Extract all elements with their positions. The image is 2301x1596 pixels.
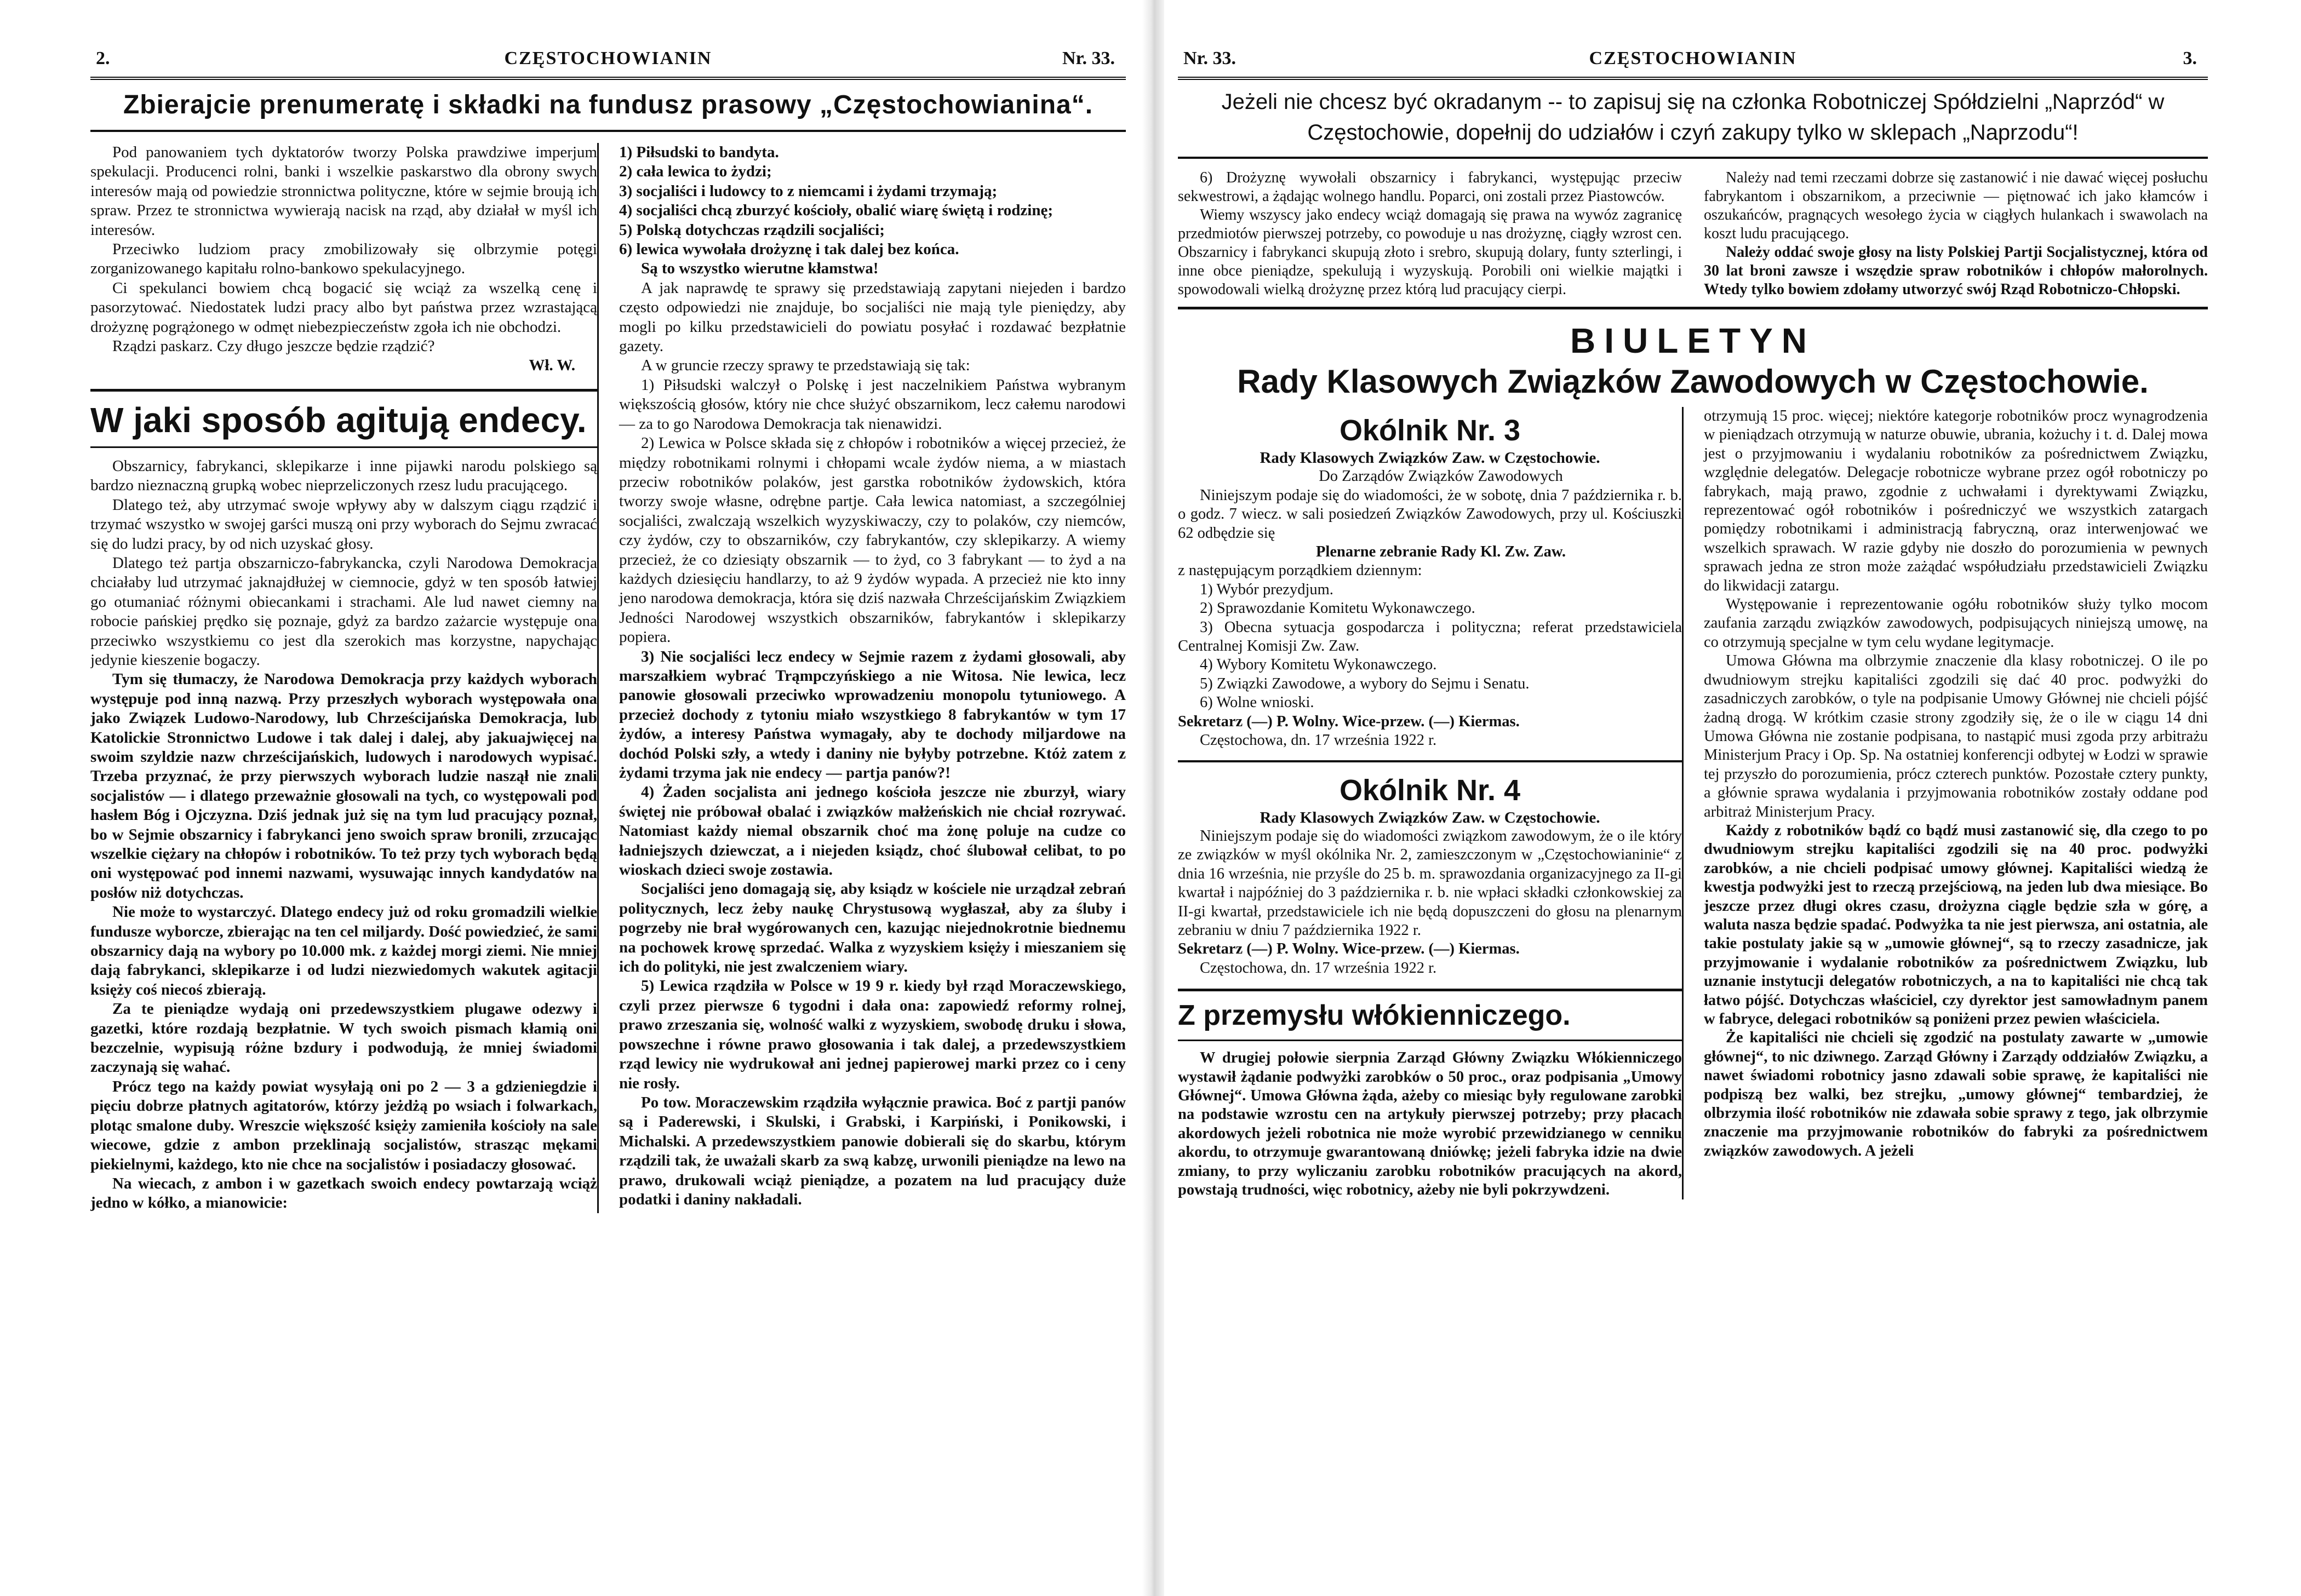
paragraph: W drugiej połowie sierpnia Zarząd Główny Związku Włókienniczego wystawił żądanie podwyżki zarobków o 50 proc., oraz podpisania „Umowy Głównej“. Umowa Główna żąda, ażeby co miesiąc były regulowane zarobki na podstawie wzrostu cen na artykuły pierwszej potrzeby; przy płacach akordowych jeżeli robotnica nie może wyrobić przewidzianego w cenniku akordu, to otrzymuje gwarantowaną dniówkę; jeżeli fabryka idzie na dwie zmiany, to przy wyliczaniu zarobku robotników pracujących na akord, powstają trudności, więc robotnicy, ażeby nie byli pokrzywdzeni. <box>1178 1049 1682 1198</box>
column-divider <box>1682 407 1684 1199</box>
circular-4-title: Okólnik Nr. 4 <box>1339 773 1521 807</box>
bulletin-title: BIULETYN <box>1570 321 1816 360</box>
list-item: 4) socjaliści chcą zburzyć kościoły, obalić wiarę świętą i rodzinę; <box>619 202 1054 220</box>
paragraph: Pod panowaniem tych dyktatorów tworzy Polska prawdziwe imperjum spekulacji. Producenci rolni, banki i wszelkie paskarstwo dla obrony swych interesów mają od powiedzie stronnictwa polityczne, które w sejmie broują ich spraw. Przez te stronnictwa wywierają nacisk na rząd, aby działał w myśl ich interesów. <box>90 143 597 239</box>
list-item: 5) Polską dotychczas rządzili socjaliści; <box>619 221 885 239</box>
paragraph: Po tow. Moraczewskim rządziła wyłącznie prawica. Boć z partji panów są i Paderewski, i Skulski, i Grabski, i Karpiński, i Ponikowski, i Michalski. A przedewszystkiem panowie dobierali się do skarbu, którym rządzili tak, że uważali skarb za swą kabzę, urwonili pieniądze na lewo na prawo, drukowali wciąż pieniądze, a pozatem na lud pracujący duże podatki i daniny nakładali. <box>619 1093 1126 1208</box>
paragraph: 6) Drożyznę wywołali obszarnicy i fabrykanci, występując przeciw sekwestrowi, a żądając wolnego handlu. Poparci, oni zostali przez Piastowców. <box>1178 169 1682 205</box>
agenda-item: 6) Wolne wnioski. <box>1200 694 1314 711</box>
paragraph: Na wiecach, z ambon i w gazetkach swoich endecy powtarzają wciąż jedno w kółko, a mianowicie: <box>90 1174 597 1212</box>
paragraph: Każdy z robotników bądź co bądź musi zastanowić się, dla czego to po dwudniowym strejku kapitaliści zgodzili się na 40 proc. podwyżki zarobków, a nie chcieli podpisać umowy głównej. Kapitaliści wiedzą że kwestja podwyżki jest to rzeczą przejściową, na jeden lub dwa miesiące. Bo jeszcze przez długi okres czasu, drożyzna ciągle będzie szła w górę, a waluta nasza będzie spadać. Podwyżka ta nie jest pierwsza, ani ostatnia, ale takie postulaty jakie są w „umowie głównej“, są to rzeczy zasadnicze, jak przyjmowanie i wydalanie robotników za pośrednictwem Związku, lub uznanie instytucji delegatów robotniczych, a na to kapitaliści nie chcą tak łatwo pójść. Dotychczas właściciel, czy dyrektor jest samowładnym panem w fabryce, delegaci robotników są poniżeni przez pewien właściciela. <box>1704 822 2208 1027</box>
bulletin-subtitle: Rady Klasowych Związków Zawodowych w Częstochowie. <box>1237 363 2149 400</box>
agenda-intro: z następującym porządkiem dziennym: <box>1178 562 1422 579</box>
paragraph: Prócz tego na każdy powiat wysyłają oni po 2 — 3 a gdzieniegdzie i pięciu dobrze płatnych agitatorów, którzy jeżdżą po wsiach i folwarkach, plotąc smalone duby. Wreszcie większość księży zamieniła kościoły na sale wiecowe, gdzie z ambon przeklinają socjalistów, strasząc mękami piekielnymi, każdego, kto nie chce na socjalistów i posiadaczy głosować. <box>90 1077 597 1173</box>
plenary-meeting: Plenarne zebranie Rady Kl. Zw. Zaw. <box>1316 543 1566 561</box>
issue-number: Nr. 33. <box>1183 48 1237 68</box>
paragraph: Ci spekulanci bowiem chcą bogacić się wciąż za wszelką cenę i pasorzytować. Niedostatek ludzi pracy albo byt państwa przez wzrastającą drożyznę pogrążonego w odmęt niebezpieczeństw zgoła ich nie obchodzi. <box>90 279 597 336</box>
paragraph: A jak naprawdę te sprawy się przedstawiają zapytani niejeden i bardzo często odpowiedzi nie znajduje, bo socjaliści nie mają tyle pieniędzy, aby mogli po kilku przedstawicieli do powiatu posyłać i rozdawać bezpłatnie gazety. <box>619 279 1126 355</box>
left-page <box>90 33 1126 1555</box>
paragraph: otrzymują 15 proc. więcej; niektóre kategorje robotników procz wynagrodzenia w pieniądzach otrzymują w naturze obuwie, ubrania, kożuchy i t. d. Dalej mowa jest o przyjmowaniu i wydalaniu robotników za pośrednictwem Związku, względnie delegatów. Delegacje robotnicze wybrane przez ogół robotniczy po fabrykach, mają prawo, zgodnie z uchwałami i dyrektywami Związku, reprezentować ogół robotników i pośredniczyć we wszystkich zatargach pomiędzy robotnikami i administracją fabryczną, oraz interwenjować we wszelkich sprawach. W razie gdyby nie doszło do porozumienia w pewnych sprawach jedna ze stron może zażądać współudziału przedstawicieli Związku do likwidacji zatargu. <box>1704 407 2208 594</box>
paragraph: 1) Piłsudski walczył o Polskę i jest naczelnikiem Państwa wybranym większością głosów, który nie chce służyć obszarnikom, lecz całemu narodowi — za to go Narodowa Demokracja tak nienawidzi. <box>619 376 1126 433</box>
paragraph: Dlatego też partja obszarniczo-fabrykancka, czyli Narodowa Demokracja chciałaby lud utrzymać jaknajdłużej w ciemnocie, gdyż w ten sposób łatwiej go otumaniać różnymi obiecankami i strachami. Ale lud nawet ciemny na robocie pańskiej prędko się poznaje, gdyż za bardzo zażarcie występuje ona przeciwko wszystkiemu co jest dla szerokich mas korzystne, napychając jedynie kieszenie bogaczy. <box>90 554 597 669</box>
bulletin-column-1 <box>1178 407 1682 1199</box>
list-item: 1) Piłsudski to bandyta. <box>619 143 779 161</box>
continued-article <box>1178 159 2208 309</box>
list-item: Są to wszystko wierutne kłamstwa! <box>641 260 879 278</box>
date-line: Częstochowa, dn. 17 września 1922 r. <box>1200 732 1437 749</box>
left-column-2 <box>619 143 1126 1213</box>
bulletin-column-2 <box>1704 407 2208 1199</box>
agenda-item: 1) Wybór prezydjum. <box>1200 581 1333 598</box>
industry-headline: Z przemysłu włókienniczego. <box>1178 989 1682 1041</box>
issue-number: Nr. 33. <box>1062 48 1115 68</box>
paragraph: Nie może to wystarczyć. Dlatego endecy już od roku gromadzili wielkie fundusze wyborcze, zbierając na ten cel miljardy. Dość powiedzieć, że sami obszarnicy dają na wybory po 10.000 mk. z każdej morgi ziemi. Nie mniej dają fabrykanci, sklepikarze i od ludzi niezwiedomych wakutek agitacji księży coś niecoś zbierają. <box>90 903 597 998</box>
agenda-item: 3) Obecna sytuacja gospodarcza i polityczna; referat przedstawiciela Centralnej Komisji Zw. Zaw. <box>1178 618 1682 655</box>
paragraph: Że kapitaliści nie chcieli się zgodzić na postulaty zawarte w „umowie głównej“, to nic dziwnego. Zarząd Główny i Zarządy oddziałów Związku, a nawet świadomi robotnicy jasno zdawali sobie sprawę, że kapitaliści nie podpiszą bez walki, bez strejku, „umowy głównej“ tembardziej, że olbrzymia ilość robotników nie zdawała sobie sprawy z tego, jak olbrzymie znaczenie ma przyjmowanie robotników do fabryki za pośrednictwem związków zawodowych. A jeżeli <box>1704 1029 2208 1159</box>
cooperative-notice: Jeżeli nie chcesz być okradanym -- to zapisuj się na członka Robotniczej Spółdzielni „Naprzód“ w Częstochowie, dopełnij do udziałów i czyń zakupy tylko w sklepach „Naprzodu“! <box>1178 80 2208 159</box>
paragraph: 5) Lewica rządziła w Polsce w 19 9 r. kiedy był rząd Moraczewskiego, czyli przez pierwsze 6 tygodni i dała ona: zapowiedź reformy rolnej, prawo zrzeszania się, wolność walki z wyzyskiem, swobodę druku i słowa, powszechne i równe prawo głosowania i tak dalej, a przedewszystkiem rząd lewicy nie wydrukował ani jednej papierowej marki przez co i ceny nie rosły. <box>619 977 1126 1092</box>
section-divider <box>1178 760 1682 762</box>
bulletin-header <box>1178 309 2208 401</box>
page-number: 3. <box>2183 48 2197 68</box>
signatures: Sekretarz (—) P. Wolny. Wice-przew. (—) Kiermas. <box>1178 940 1520 958</box>
paragraph: Przeciwko ludziom pracy zmobilizowały się olbrzymie potęgi zorganizowanego kapitału rolno-bankowo spekulacyjnego. <box>90 240 597 278</box>
paragraph: Socjaliści jeno domagają się, aby ksiądz w kościele nie urządzał zebrań politycznych, lecz żeby naukę Chrystusową wygłaszał, aby za śluby i pogrzeby nie brał wygórowanych cen, kazując niejednokrotnie biednemu na pochowek krowę sprzedać. Walka z wyzyskiem księży i mieszaniem się ich do polityki, nie jest zwalczeniem wiary. <box>619 880 1126 976</box>
left-page-header <box>90 33 1126 80</box>
agenda-item: 2) Sprawozdanie Komitetu Wykonawczego. <box>1200 600 1475 617</box>
paragraph: Niniejszym podaje się do wiadomości związkom zawodowym, że o ile który ze związków w myśl okólnika Nr. 2, zamieszczonym w „Częstochowianinie“ z dnia 16 września, nie przyśle do 25 b. m. sprawozdania organizacyjnego za II-gi kwartał i najpóźniej do 3 października r. b. nie wpłaci składki członkowskiej za II-gi kwartał, przedstawiciele ich nie będą dopuszczeni do głosu na plenarnym zebraniu w dniu 7 października 1922 r. <box>1178 827 1682 939</box>
paragraph: Należy nad temi rzeczami dobrze się zastanowić i nie dawać więcej posłuchu fabrykantom i obszarnikom, a przeciwnie — piętnować ich jako kłamców i oszukańców, pragnących wesołego życia w ciągłych hulankach i swawolach na koszt ludu pracującego. <box>1704 169 2208 242</box>
date-line: Częstochowa, dn. 17 września 1922 r. <box>1200 959 1437 977</box>
paragraph: Należy oddać swoje głosy na listy Polskiej Partji Socjalistycznej, która od 30 lat broni zawsze i wszędzie spraw robotników i chłopów małorolnych. Wtedy tylko bowiem zdołamy utworzyć swój Rząd Robotniczo-Chłopski. <box>1704 244 2208 298</box>
paragraph: A w gruncie rzeczy sprawy te przedstawiają się tak: <box>641 357 970 375</box>
right-page <box>1178 33 2208 1555</box>
subscription-banner: Zbierajcie prenumeratę i składki na fundusz prasowy „Częstochowianina“. <box>90 80 1126 132</box>
paragraph: 3) Nie socjaliści lecz endecy w Sejmie razem z żydami głosowali, aby marszałkiem wybrać Trąmpczyńskiego a nie Witosa. Nie lewica, lecz panowie głosowali przeciwko wprowadzeniu monopolu tytuniowego. A przecież dochody z tytoniu miało wszystkiego 8 fabrykantów w tym 17 żydów, a interesy Państwa wymagały, aby te dochody miljardowe na dochód Polski szły, a wtedy i daniny nie byłyby potrzebne. Któż zatem z żydami trzyma jak nie endecy — partja panów?! <box>619 647 1126 782</box>
list-item: 2) cała lewica to żydzi; <box>619 163 772 181</box>
circular-3-title: Okólnik Nr. 3 <box>1339 414 1521 447</box>
continued-column-1 <box>1178 169 1682 299</box>
page-gutter <box>1142 0 1164 1596</box>
paragraph: 2) Lewica w Polsce składa się z chłopów i robotników a więcej przecież, że między robotnikami rolnymi i chłopami wcale żydów niema, a w miastach przeciw robotników polaków, jest garstka robotników żydowskich, która tworzy swoje własne, odrębne partje. Cała lewica natomiast, a szczególniej socjaliści, zwalczają wszelkich wyzyskiwaczy, czy to polaków, czy niemców, czy żydów, czy to obszarników, czy fabrykantów, czy sklepikarzy. A wiemy przecież, że co dziesiąty obszarnik — to żyd, co 3 fabrykant — to żyd a na każdych dziesięciu handlarzy, to aż 9 żydów wypada. A przecież nie kto inny jeno narodowa demokracja, która się dziś nazwała Chrześcijańskim Związkiem Jedności Narodowej wszystkich obszarników, fabrykantów i sklepikarzy popiera. <box>619 434 1126 646</box>
paragraph: Występowanie i reprezentowanie ogółu robotników służy tylko mocom zaufania zarządu związków zawodowych, podpisujących niniejszą umowę, na co otrzymują specjalne w tym celu wydane legitymacje. <box>1704 596 2208 651</box>
paragraph: Obszarnicy, fabrykanci, sklepikarze i inne pijawki narodu polskiego są bardzo nieznaczną grupką wobec nieprzeliczonych rzesz ludu pracującego. <box>90 457 597 495</box>
signatures: Sekretarz (—) P. Wolny. Wice-przew. (—) Kiermas. <box>1178 713 1520 730</box>
circular-4-issuer: Rady Klasowych Związków Zaw. w Częstochowie. <box>1260 808 1600 826</box>
bulletin-body <box>1178 401 2208 1199</box>
paragraph: Za te pieniądze wydają oni przedewszystkiem plugawe odezwy i gazetki, które rozdają bezpłatnie. W tych swoich pismach kłamią oni bezczelnie, wypisują różne bzdury i podwodują, że mniej świadomi zaczynają się wahać. <box>90 1000 597 1076</box>
paragraph: Rządzi paskarz. Czy długo jeszcze będzie rządzić? <box>112 337 435 355</box>
page-number: 2. <box>96 48 110 68</box>
masthead-title: CZĘSTOCHOWIANIN <box>1589 48 1797 68</box>
paragraph: Dlatego też, aby utrzymać swoje wpływy aby w dalszym ciągu rządzić i trzymać wszystko w swojej garści muszą oni przy wyborach do Sejmu zwracać się do ludzi pracy, by od nich uzyskać głosy. <box>90 496 597 553</box>
paragraph: Tym się tłumaczy, że Narodowa Demokracja przy każdych wyborach występuje pod inną nazwą. Przy przeszłych wyborach występowała ona jako Związek Ludowo-Narodowy, lub Chrześcijańska Demokracja, lub Katolickie Stronnictwo Ludowe i tak dalej i dalej, aby jakuajwięcej na swoim szyldzie nazw chrześcijańskich, ludowych i narodowych wypisać. Trzeba przyznać, że przy pierwszych wyborach ludzie naszął nie znali socjalistów — i dlatego przeważnie głosowali na tych, co występowali pod hasłem Bóg i Ojczyzna. Dziś jednak już się na tym lud pracujący poznał, bo w Sejmie obszarnicy i fabrykanci jeno swoich spraw bronili, zrzucając wszelkie ciężary na chłopów i robotników. To też przy tych wyborach będą oni występować pod innemi nazwami, wysuwając innych kandydatów na posłów niż dotychczas. <box>90 670 597 902</box>
paragraph: Wiemy wszyscy jako endecy wciąż domagają się prawa na wywóz zagranicę przedmiotów pierwszej potrzeby, co powoduje u nas drożyznę, ciągły wzrost cen. Obszarnicy i fabrykanci skupują złoto i srebro, skupują dolary, funty szterlingi, i inne obce pieniądze, spekulują i wyzyskują. Porobili oni wielkie majątki i spowodowali wielką drożyznę przez którą lud pracujący cierpi. <box>1178 206 1682 298</box>
left-columns <box>90 132 1126 1213</box>
author-signature: Wł. W. <box>529 357 575 375</box>
paragraph: Umowa Główna ma olbrzymie znaczenie dla klasy robotniczej. O ile po dwudniowym strejku kapitaliści zgodzili się dać 40 proc. podwyżki do zasadniczych zarobków, o tyle na podpisanie Umowy Głównej nie chcieli pójść żadną drogą. W krótkim czasie strony zgodziły się, że o ile w ciągu 14 dni Umowa Główna nie zostanie podpisana, to nastąpić musi zgoda przy arbitrażu Ministerjum Pracy i Op. Sp. Na ostatniej konferencji odbytej w Łodzi w sprawie tej przyszło do porozumienia, prócz czterech punktów. Pozostałe cztery punkty, a głównie sprawa wydalania i przyjmowania robotników zostały oddane pod arbitraż Ministerjum Pracy. <box>1704 652 2208 820</box>
masthead-title: CZĘSTOCHOWIANIN <box>504 48 712 68</box>
list-item: 3) socjaliści i ludowcy to z niemcami i żydami trzymają; <box>619 182 998 200</box>
circular-3-issuer: Rady Klasowych Związków Zaw. w Częstochowie. <box>1260 449 1600 467</box>
continued-column-2 <box>1704 169 2208 299</box>
agenda-item: 5) Związki Zawodowe, a wybory do Sejmu i Senatu. <box>1200 675 1530 692</box>
paragraph: Niniejszym podaje się do wiadomości, że w sobotę, dnia 7 października r. b. o godz. 7 wiecz. w sali posiedzeń Związków Zawodowych, przy ul. Kościuszki 62 odbędzie się <box>1178 486 1682 542</box>
column-divider <box>597 143 599 1213</box>
paragraph: 4) Żaden socjalista ani jednego kościoła jeszcze nie zburzył, wiary świętej nie próbował obalać i związków małżeńskich nie chciał rozrywać. Natomiast każdy niemal obszarnik choć ma żonę poluje na cudze co ładniejszych dziewczat, a i niejeden ksiądz, choć ślubował celibat, to po wioskach dzieci swoje zostawia. <box>619 783 1126 879</box>
list-item: 6) lewica wywołała drożyznę i tak dalej bez końca. <box>619 240 959 259</box>
left-column-1 <box>90 143 597 1213</box>
right-page-header <box>1178 33 2208 80</box>
article-headline: W jaki sposób agitują endecy. <box>90 389 597 448</box>
agenda-item: 4) Wybory Komitetu Wykonawczego. <box>1200 656 1437 674</box>
circular-3-addressee: Do Zarządów Związków Zawodowych <box>1319 468 1563 485</box>
